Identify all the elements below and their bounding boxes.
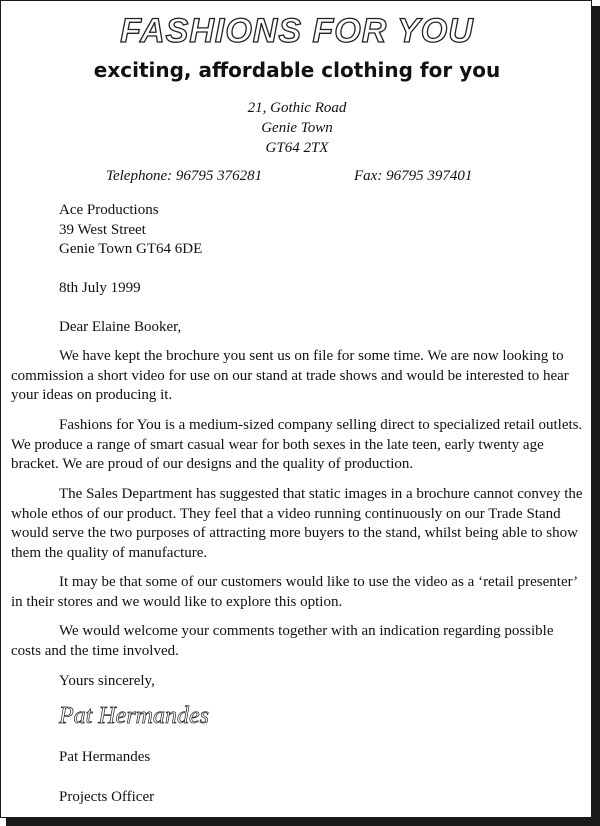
body-paragraph: The Sales Department has suggested that static images in a brochure cannot convey the whole ethos of our product. They feel that a video running continuously on our Trade Stand would serve the two purposes of attracting more buyers to the stand, whilst being able to show them the quality of manufacture. <box>11 486 583 561</box>
body-paragraph: It may be that some of our customers would like to use the video as a ‘retail presenter’ in their stores and we would like to explore this option. <box>11 574 578 610</box>
body-paragraph: We would welcome your comments together with an indication regarding possible costs and the time involved. <box>11 623 554 659</box>
recipient-line: 39 West Street <box>59 221 146 238</box>
address-line: 21, Gothic Road <box>247 100 347 116</box>
letter-date: 8th July 1999 <box>59 280 141 296</box>
signer-name: Pat Hermandes <box>59 749 151 765</box>
closing: Yours sincerely, <box>59 673 155 689</box>
signer-title: Projects Officer <box>59 789 155 805</box>
handwritten-signature: Pat Hermandes <box>59 703 209 729</box>
company-name: FASHIONS FOR YOU <box>120 12 474 50</box>
address-line: Genie Town <box>261 120 333 136</box>
salutation: Dear Elaine Booker, <box>59 319 182 335</box>
address-line: GT64 2TX <box>265 140 329 156</box>
recipient-line: Ace Productions <box>59 202 159 218</box>
body-paragraph: Fashions for You is a medium-sized company selling direct to specialized retail outlets. We produce a range of smart casual wear for both sexes in the late teen, early twenty age bracket. We are proud of our designs and the quality of production. <box>11 417 583 472</box>
body-paragraph: We have kept the brochure you sent us on file for some time. We are now looking to commission a short video for use on our stand at trade shows and would be interested to hear your ideas on producing it. <box>11 348 569 403</box>
telephone-number: Telephone: 96795 376281 <box>106 168 263 184</box>
recipient-line: Genie Town GT64 6DE <box>59 241 203 257</box>
fax-number: Fax: 96795 397401 <box>354 168 473 184</box>
company-tagline: exciting, affordable clothing for you <box>93 58 501 82</box>
sender-address <box>1 98 593 158</box>
recipient-address <box>59 201 202 260</box>
